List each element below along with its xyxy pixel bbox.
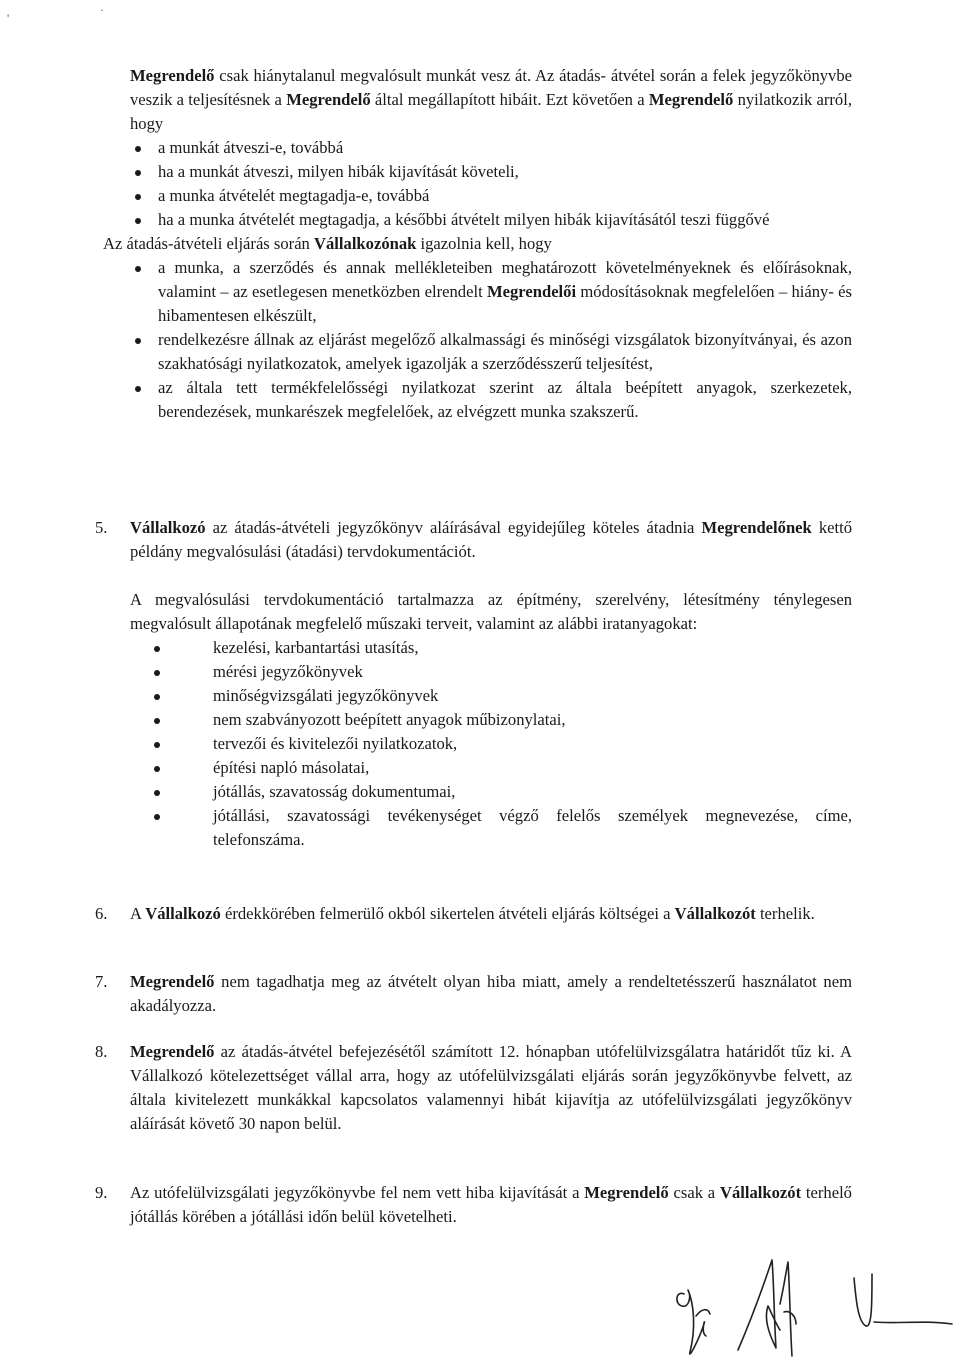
list-item: jótállási, szavatossági tevékenységet végző felelős személyek megnevezése, címe, telefonszáma.	[130, 804, 852, 852]
bold-term: Vállalkozót	[674, 904, 756, 923]
list-item: a munka átvételét megtagadja-e, továbbá	[130, 184, 852, 208]
section-5-paragraph-2: A megvalósulási tervdokumentáció tartalmazza az építmény, szerelvény, létesítmény ténylegesen megvalósult állapotának megfelelő műszaki terveit, valamint az alábbi iratanyagokat:	[130, 590, 852, 633]
bold-term: Vállalkozó	[130, 518, 206, 537]
section-9	[130, 1181, 852, 1229]
documentation-list	[130, 636, 852, 852]
scan-speck: '	[7, 11, 10, 25]
list-item: jótállás, szavatosság dokumentumai,	[130, 780, 852, 804]
bold-term: Vállalkozó	[145, 904, 221, 923]
list-item: a munkát átveszi-e, továbbá	[130, 136, 852, 160]
signature-stroke	[677, 1290, 706, 1354]
section-number: 6.	[95, 904, 108, 923]
list-item: ha a munka átvételét megtagadja, a későbbi átvételt milyen hibák kijavításától teszi függővé	[130, 208, 852, 232]
list-item: a munka, a szerződés és annak mellékleteiben meghatározott követelményeknek és előírásoknak, valamint – az esetlegesen menetközben elrendelt Megrendelői módosításoknak megfelelően – hiány- és hibamentesen elkészült,	[130, 256, 852, 328]
section-number: 9.	[95, 1183, 108, 1202]
signature-stroke	[738, 1260, 780, 1350]
bold-term: Megrendelő	[130, 972, 215, 991]
scan-speck: ·	[100, 3, 104, 17]
list-item: nem szabványozott beépített anyagok műbizonylatai,	[130, 708, 852, 732]
list-item: ha a munkát átveszi, milyen hibák kijavítását követeli,	[130, 160, 852, 184]
acceptance-procedure-block	[103, 64, 852, 424]
section-8	[130, 1040, 852, 1136]
handwritten-signature	[668, 1232, 958, 1364]
list-item: tervezői és kivitelezői nyilatkozatok,	[130, 732, 852, 756]
bold-term: Megrendelő	[648, 90, 734, 109]
list-item: rendelkezésre állnak az eljárást megelőző alkalmassági és minőségi vizsgálatok bizonyítványai, és azon szakhatósági nyilatkozatok, amelyek igazolják a szerződésszerű teljesítést,	[130, 328, 852, 376]
section-8-paragraph: Megrendelő az átadás-átvétel befejezésétől számított 12. hónapban utófelülvizsgálatra határidőt tűz ki. A Vállalkozó kötelezettséget vállal arra, hogy az utófelülvizsgálati eljárás során jegyzőkönyvbe felvett, az általa kivitelezett munkákkal kapcsolatos valamennyi hibát kijavítja az utófelülvizsgálati jegyzőkönyv aláírását követő 30 napon belül.	[130, 1042, 852, 1133]
signature-stroke	[696, 1310, 710, 1316]
bold-term: Megrendelő	[286, 90, 371, 109]
signature-stroke	[780, 1262, 792, 1356]
acceptance-intro-paragraph: Megrendelő csak hiánytalanul megvalósult munkát vesz át. Az átadás- átvétel során a felek jegyzőkönyvbe veszik a teljesítésnek a Megrendelő által megállapított hibáit. Ezt követően a Megrendelő nyilatkozik arról, hogy	[130, 66, 852, 133]
section-6	[130, 902, 852, 926]
bold-term: Megrendelőnek	[701, 518, 812, 537]
bold-term: Megrendelő	[130, 1042, 215, 1061]
signature-stroke	[854, 1274, 872, 1326]
list-item: építési napló másolatai,	[130, 756, 852, 780]
bold-term: Vállalkozónak	[314, 234, 417, 253]
bold-term: Vállalkozót	[719, 1183, 802, 1202]
list-item: mérési jegyzőkönyvek	[130, 660, 852, 684]
list-item: az általa tett termékfelelősségi nyilatkozat szerint az általa beépített anyagok, szerkezetek, berendezések, munkarészek megfelelőek, az elvégzett munka szakszerű.	[130, 376, 852, 424]
section-number: 5.	[95, 518, 108, 537]
contractor-intro-paragraph: Az átadás-átvételi eljárás során Vállalkozónak igazolnia kell, hogy	[103, 234, 552, 253]
bold-term: Megrendelői	[486, 282, 577, 301]
signature-stroke	[874, 1322, 952, 1324]
list-item: kezelési, karbantartási utasítás,	[130, 636, 852, 660]
section-5	[130, 516, 852, 564]
section-number: 8.	[95, 1042, 108, 1061]
section-6-paragraph: A Vállalkozó érdekkörében felmerülő okból sikertelen átvételi eljárás költségei a Vállalkozót terhelik.	[130, 904, 815, 923]
client-options-list	[130, 136, 852, 232]
bold-term: Megrendelő	[584, 1183, 669, 1202]
section-number: 7.	[95, 972, 108, 991]
section-5-documentation	[130, 588, 852, 852]
contractor-proof-list	[130, 256, 852, 424]
list-item: minőségvizsgálati jegyzőkönyvek	[130, 684, 852, 708]
section-9-paragraph: Az utófelülvizsgálati jegyzőkönyvbe fel nem vett hiba kijavítását a Megrendelő csak a Vállalkozót terhelő jótállás körében a jótállási időn belül követelheti.	[130, 1183, 852, 1226]
section-7-paragraph: Megrendelő nem tagadhatja meg az átvételt olyan hiba miatt, amely a rendeltetésszerű használatot nem akadályozza.	[130, 972, 852, 1015]
section-5-paragraph-1: Vállalkozó az átadás-átvételi jegyzőkönyv aláírásával egyidejűleg köteles átadnia Megrendelőnek kettő példány megvalósulási (átadási) tervdokumentációt.	[130, 518, 853, 561]
section-7	[130, 970, 852, 1018]
bold-term: Megrendelő	[130, 66, 215, 85]
